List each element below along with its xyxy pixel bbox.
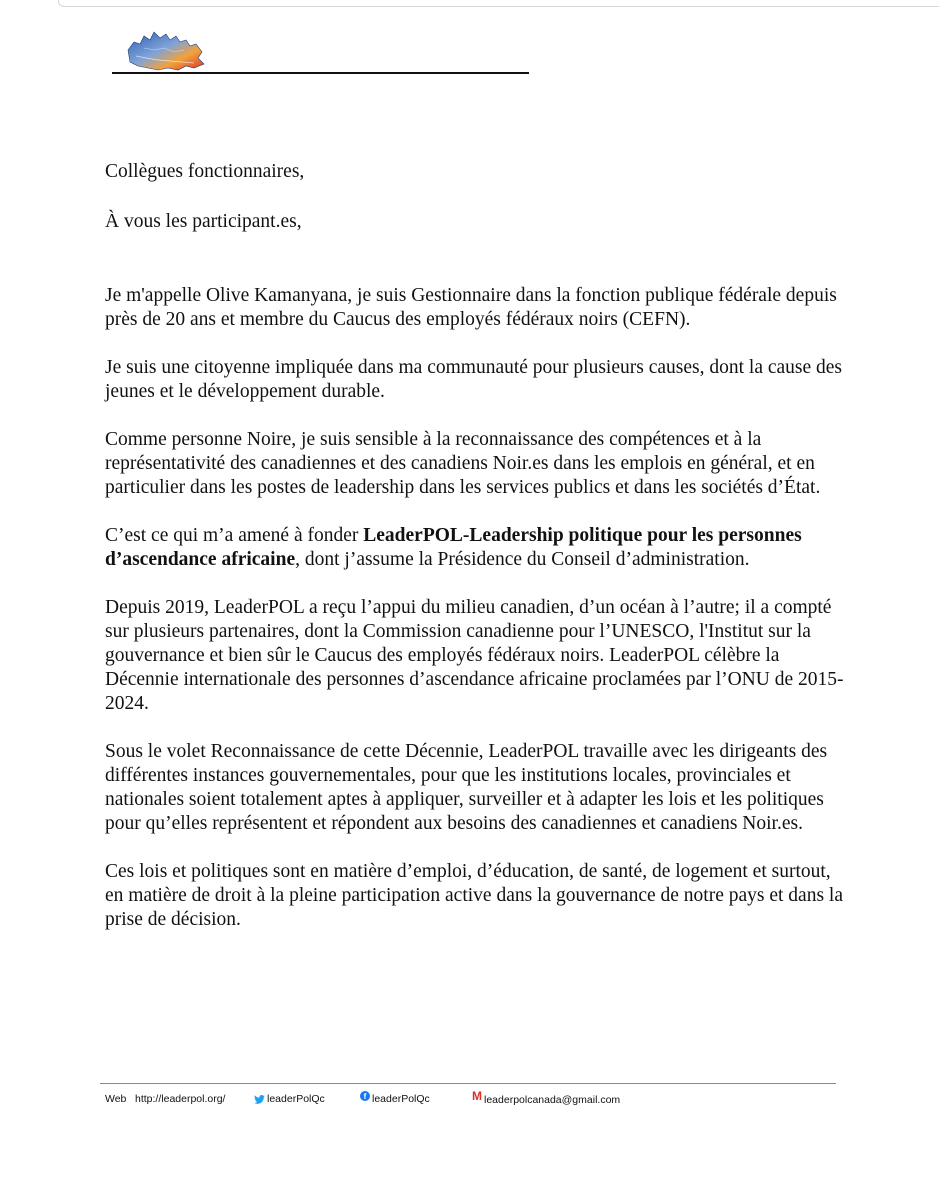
foundation-text-start: C’est ce qui m’a amené à fonder <box>105 525 364 546</box>
paragraph-history: Depuis 2019, LeaderPOL a reçu l’appui du milieu canadien, d’un océan à l’autre; il a compté sur plusieurs partenaires, dont la Commission canadienne pour l’UNESCO, l'Institut sur la gouvernance et bien sûr le Caucus des employés fédéraux noirs. LeaderPOL célèbre la Décennie internationale des personnes d’ascendance africaine proclamées par l’ONU de 2015-2024. <box>105 597 844 714</box>
footer-rule <box>100 1083 836 1084</box>
paragraph-foundation <box>105 524 845 572</box>
facebook-icon: f <box>360 1091 370 1101</box>
page-edge <box>58 0 939 7</box>
letter-body <box>105 160 845 956</box>
gmail-icon: M <box>472 1089 482 1103</box>
greeting: Collègues fonctionnaires, <box>105 161 305 182</box>
organization-name: LeaderPOL-Leadership politique pour les personnes d’ascendance africaine <box>105 525 802 570</box>
footer-web-link[interactable]: http://leaderpol.org/ <box>135 1093 226 1105</box>
paragraph-introduction: Je m'appelle Olive Kamanyana, je suis Gestionnaire dans la fonction publique fédérale depuis près de 20 ans et membre du Caucus des employés fédéraux noirs (CEFN). <box>105 285 837 330</box>
email-address: leaderpolcanada@gmail.com <box>484 1094 621 1106</box>
paragraph-policies: Ces lois et politiques sont en matière d’emploi, d’éducation, de santé, de logement et surtout, en matière de droit à la pleine participation active dans la gouvernance de notre pays et dans la prise de décision. <box>105 861 843 930</box>
footer-twitter[interactable] <box>254 1093 325 1105</box>
paragraph-representation: Comme personne Noire, je suis sensible à la reconnaissance des compétences et à la représentativité des canadiennes et des canadiens Noir.es dans les emplois en général, et en particulier dans les postes de leadership dans les services publics et dans les sociétés d’État. <box>105 429 821 498</box>
paragraph-recognition: Sous le volet Reconnaissance de cette Décennie, LeaderPOL travaille avec les dirigeants des différentes instances gouvernementales, pour que les institutions locales, provinciales et nationales soient totalement aptes à appliquer, surveiller et à adapter les lois et les politiques pour qu’elles représentent et répondent aux besoins des canadiennes et canadiens Noir.es. <box>105 741 828 834</box>
twitter-bird-icon <box>254 1095 265 1104</box>
paragraph-engagement: Je suis une citoyenne impliquée dans ma communauté pour plusieurs causes, dont la cause des jeunes et le développement durable. <box>105 357 843 402</box>
foundation-text-end: , dont j’assume la Présidence du Conseil d’administration. <box>295 549 750 570</box>
canada-map-logo-icon <box>124 28 208 74</box>
twitter-handle: leaderPolQc <box>267 1093 325 1105</box>
footer-web-label: Web <box>105 1093 127 1105</box>
facebook-handle: leaderPolQc <box>372 1093 430 1105</box>
footer-email[interactable] <box>472 1089 621 1107</box>
footer-facebook[interactable] <box>360 1093 430 1105</box>
header-rule <box>112 72 529 74</box>
footer <box>0 1089 939 1109</box>
address-line: À vous les participant.es, <box>105 211 302 232</box>
